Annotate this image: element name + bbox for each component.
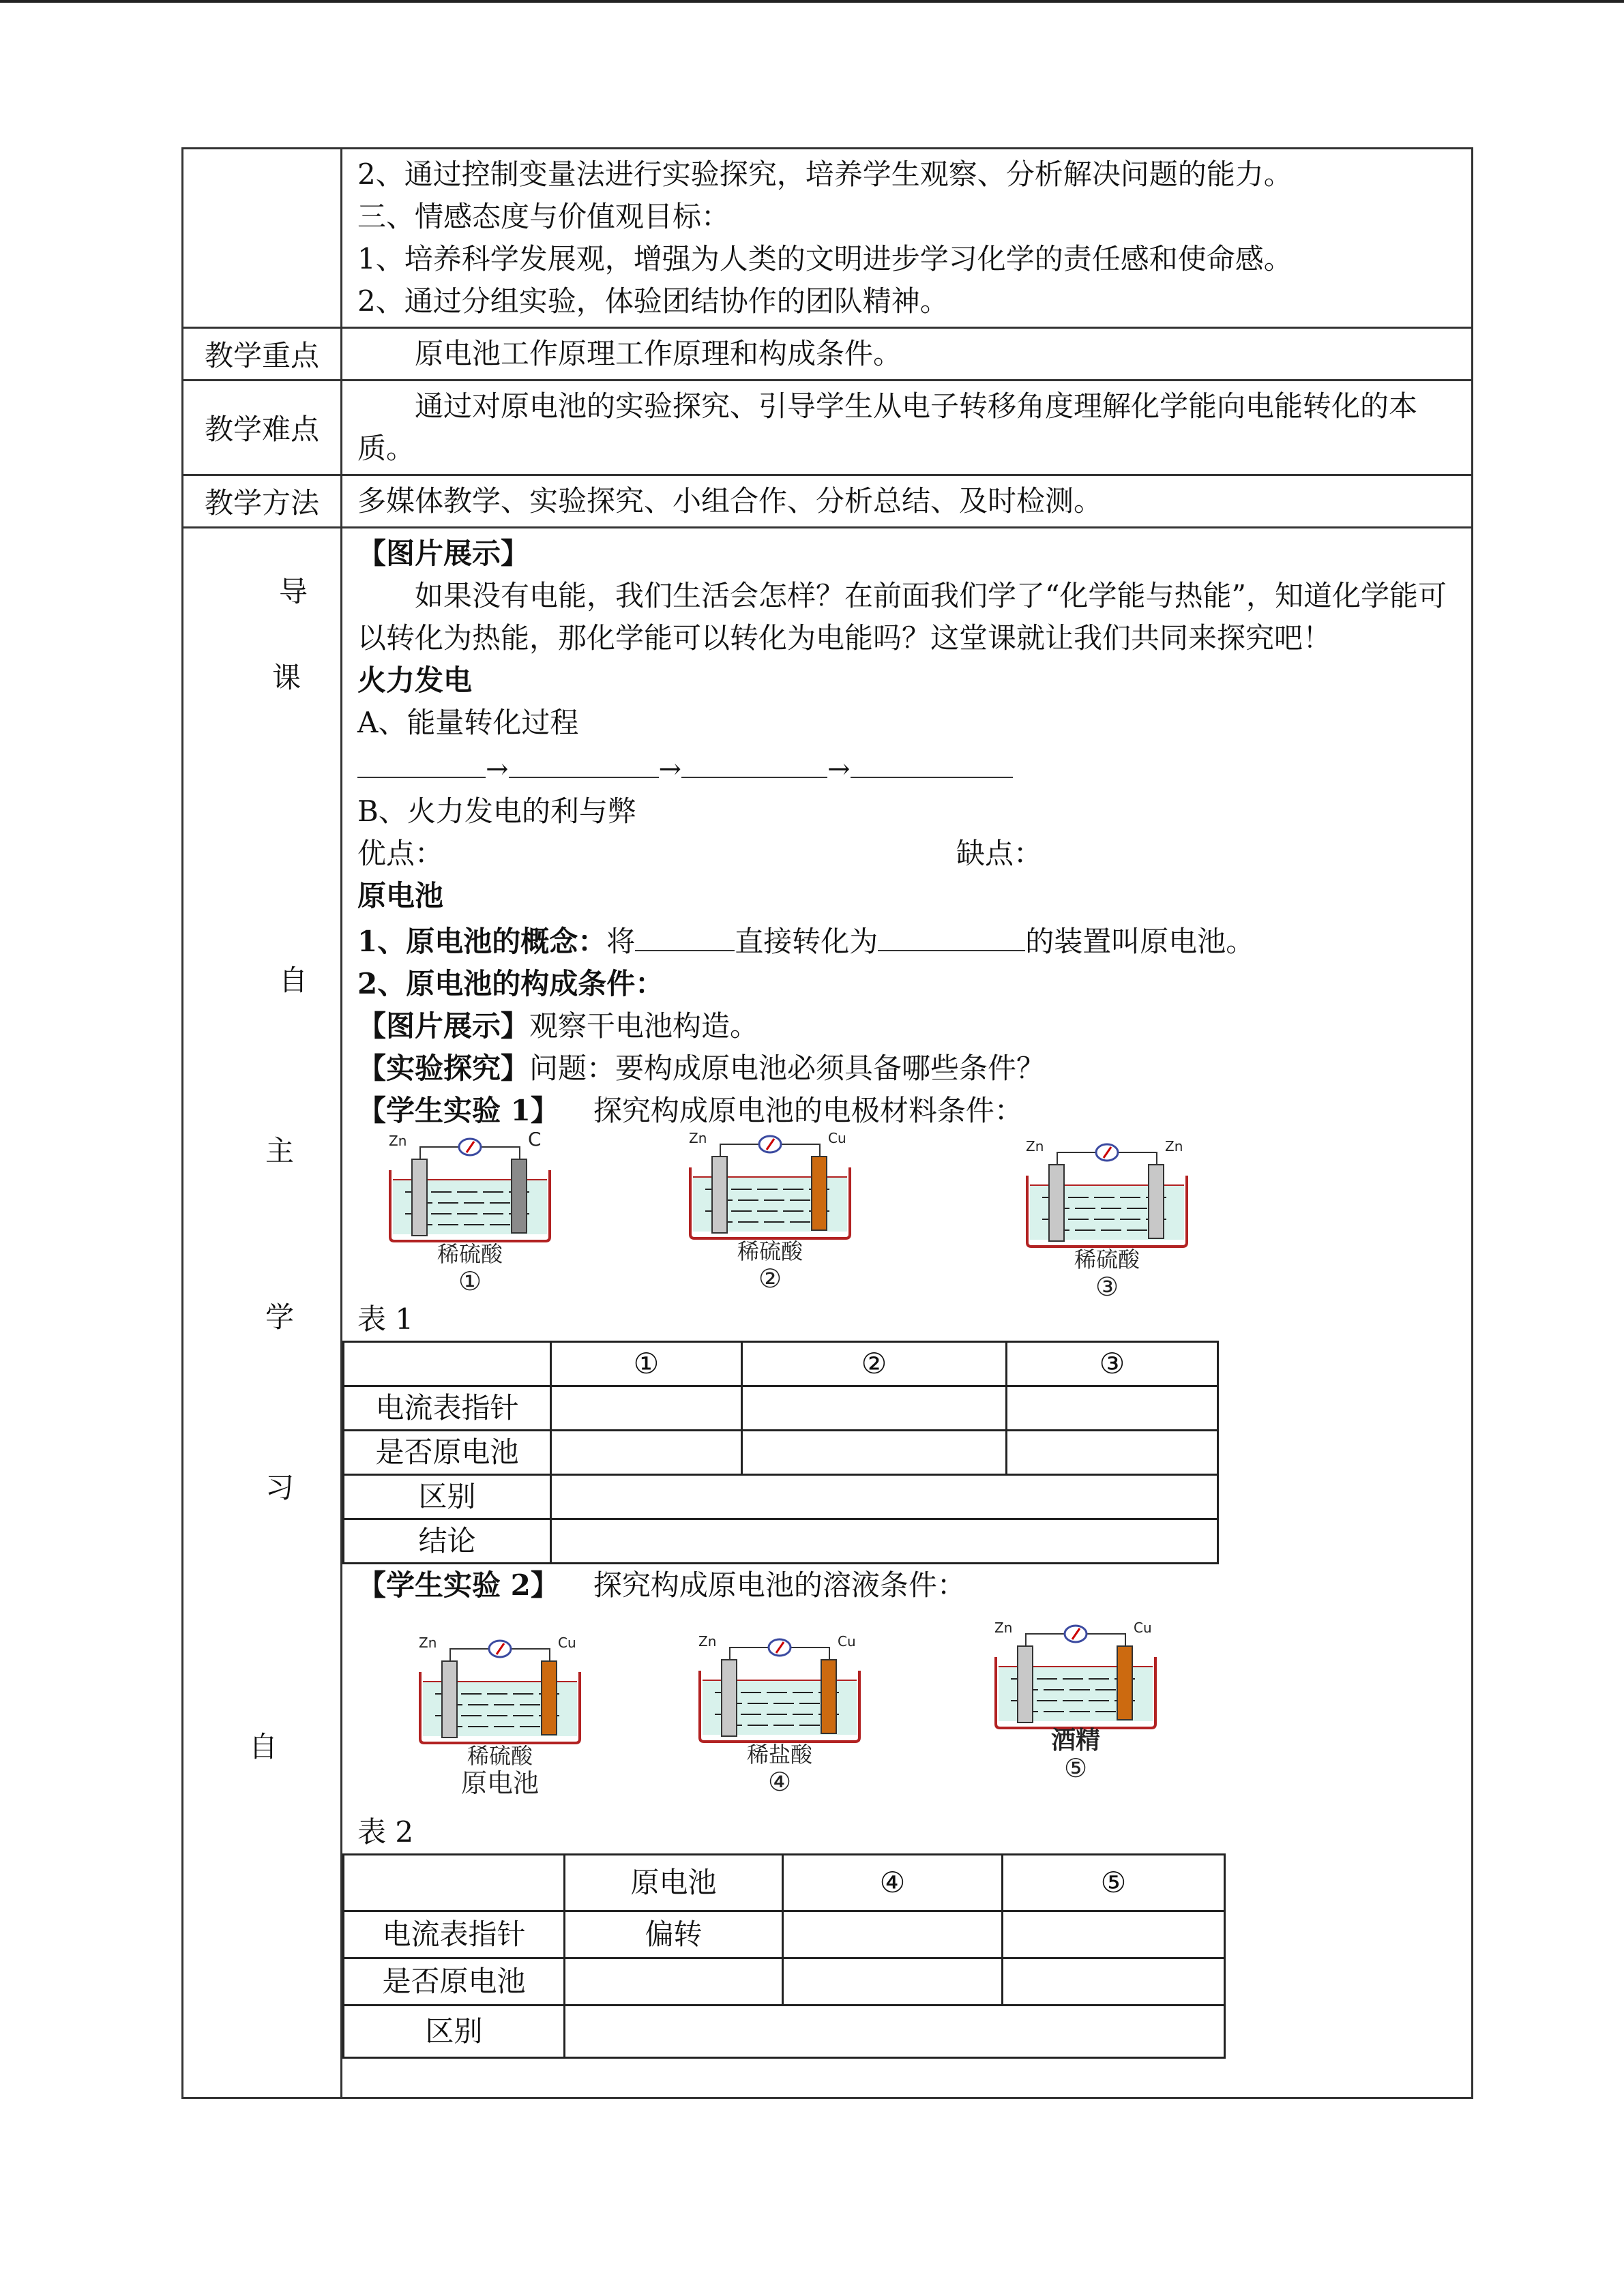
exp-text: 问题：要构成原电池必须具备哪些条件？: [529, 1052, 1046, 1085]
pic-label: 【图片展示】: [357, 1009, 530, 1043]
figure-caption: ③: [1095, 1272, 1119, 1301]
exp1-label: 【学生实验 1】: [357, 1094, 559, 1127]
cell-figure: [685, 1129, 855, 1293]
energy-process: A、能量转化过程: [357, 706, 579, 739]
pros-label: 优点：: [357, 837, 444, 870]
main-row: [183, 528, 1473, 2098]
cell-figure: [694, 1632, 865, 1796]
solution-label: 稀硫酸: [737, 1238, 803, 1264]
blank[interactable]: [635, 917, 735, 951]
table-row: [344, 1475, 1218, 1519]
table-cell[interactable]: [551, 1519, 1218, 1564]
table-row: [344, 1958, 1225, 2006]
table-cell[interactable]: [742, 1386, 1007, 1431]
table1: [342, 1341, 1219, 1564]
table-header: ①: [551, 1342, 742, 1386]
solution-label: 稀硫酸: [1074, 1247, 1140, 1272]
concept-text: 直接转化为: [735, 925, 879, 958]
table-cell[interactable]: [551, 1431, 742, 1475]
arrow-icon: →: [486, 754, 509, 785]
table-header: ②: [742, 1342, 1007, 1386]
side-char: 学: [265, 1300, 295, 1334]
table-header: 原电池: [565, 1855, 783, 1911]
cell-svg: [694, 1632, 865, 1796]
exp-line: [357, 1047, 1464, 1090]
table-cell[interactable]: [742, 1431, 1007, 1475]
table-row: [344, 2006, 1225, 2058]
exp2-text: 探究构成原电池的溶液条件：: [593, 1568, 966, 1602]
exp1-figures: [357, 1130, 1464, 1301]
row-label: 区别: [344, 1475, 551, 1519]
side-char: 自: [249, 1730, 278, 1763]
side-char: 习: [265, 1471, 295, 1504]
method-row: [183, 475, 1473, 528]
table-cell: [344, 1342, 551, 1386]
table-cell[interactable]: [783, 1911, 1003, 1958]
cell-figure: [385, 1132, 555, 1296]
row-label: 是否原电池: [344, 1958, 565, 2006]
left-electrode: [712, 1157, 727, 1233]
solution-label: 稀盐酸: [746, 1742, 813, 1768]
solution-label: 稀硫酸: [437, 1241, 503, 1267]
left-electrode-label: Zn: [389, 1133, 407, 1149]
left-electrode-label: Zn: [419, 1635, 437, 1651]
cell-figure: [1022, 1137, 1192, 1301]
right-electrode-label: Cu: [838, 1633, 856, 1650]
table-cell: [344, 1855, 565, 1911]
concept-line: [357, 917, 1464, 963]
table-row: [344, 1911, 1225, 1958]
cell-svg: [990, 1619, 1161, 1783]
table-row: [344, 1342, 1218, 1386]
row-label: 电流表指针: [344, 1911, 565, 1958]
left-electrode: [442, 1661, 457, 1738]
difficulty-label: 教学难点: [183, 381, 342, 475]
left-electrode-label: Zn: [698, 1633, 717, 1650]
right-electrode: [1149, 1165, 1164, 1238]
key-point-text: 原电池工作原理工作原理和构成条件。: [415, 337, 902, 370]
table-cell[interactable]: [1003, 1958, 1225, 2006]
side-char: 主: [265, 1134, 295, 1167]
exp2-label: 【学生实验 2】: [357, 1568, 559, 1602]
conditions-label: 2、原电池的构成条件：: [357, 967, 664, 1000]
objectives-row: [183, 149, 1473, 328]
objective-line: 1、培养科学发展观，增强为人类的文明进步学习化学的责任感和使命感。: [357, 242, 1293, 275]
table-row: [344, 1519, 1218, 1564]
intro-paragraph: 如果没有电能，我们生活会怎样？在前面我们学了“化学能与热能”，知道化学能可以转化为热能，那化学能可以转化为电能吗？这堂课就让我们共同来探究吧！: [357, 579, 1447, 655]
right-electrode-label: Cu: [558, 1635, 576, 1651]
right-electrode-label: Zn: [1165, 1138, 1183, 1154]
left-electrode: [412, 1159, 427, 1236]
difficulty-row: [183, 381, 1473, 475]
exp1-line: [357, 1090, 1464, 1132]
table-cell[interactable]: [1007, 1431, 1218, 1475]
table2-caption: 表 2: [357, 1815, 414, 1849]
objectives-label-cell: [183, 149, 342, 328]
solution-label: 稀硫酸: [467, 1743, 533, 1769]
arrow-icon: →: [827, 754, 851, 785]
method-label: 教学方法: [183, 475, 342, 528]
exp1-text: 探究构成原电池的电极材料条件：: [593, 1094, 1023, 1127]
left-electrode: [1049, 1165, 1064, 1241]
concept-text: 的装置叫原电池。: [1025, 925, 1255, 958]
right-electrode: [512, 1159, 527, 1233]
left-electrode-label: Zn: [689, 1130, 707, 1146]
table-cell[interactable]: [1007, 1386, 1218, 1431]
table-header: ③: [1007, 1342, 1218, 1386]
method-content: [342, 475, 1473, 528]
cell-figure: [415, 1634, 585, 1798]
right-electrode: [1117, 1646, 1132, 1720]
cell-svg: [385, 1132, 555, 1296]
blank[interactable]: [357, 744, 486, 778]
figure-caption: ②: [758, 1264, 782, 1293]
thermal-title: 火力发电: [357, 664, 473, 697]
right-electrode-label: Cu: [1134, 1620, 1152, 1636]
right-electrode: [812, 1157, 827, 1230]
blank[interactable]: [878, 917, 1025, 951]
energy-blanks: [357, 744, 1464, 790]
figure-caption: ④: [767, 1767, 792, 1796]
table-header: ⑤: [1003, 1855, 1225, 1911]
method-text: 多媒体教学、实验探究、小组合作、分析总结、及时检测。: [357, 484, 1103, 518]
row-label: 结论: [344, 1519, 551, 1564]
objective-line: 三、情感态度与价值观目标：: [357, 200, 730, 233]
top-border-line: [0, 0, 1624, 3]
table-cell: 偏转: [565, 1911, 783, 1958]
right-electrode-label: C: [528, 1132, 542, 1150]
figure-caption: ⑤: [1063, 1753, 1088, 1783]
left-electrode: [1018, 1646, 1033, 1723]
table-cell[interactable]: [783, 1958, 1003, 2006]
figure-caption: ①: [458, 1266, 482, 1296]
side-label-cell: [183, 528, 342, 2098]
objective-line: 2、通过分组实验，体验团结协作的团队精神。: [357, 284, 949, 318]
main-content: [342, 528, 1473, 2098]
key-point-content: [342, 328, 1473, 381]
objective-line: 2、通过控制变量法进行实验探究，培养学生观察、分析解决问题的能力。: [357, 158, 1293, 191]
side-char: 课: [272, 661, 301, 694]
table-row: [344, 1431, 1218, 1475]
table-row: [344, 1386, 1218, 1431]
cell-svg: [415, 1634, 585, 1798]
cell-svg: [1022, 1137, 1192, 1301]
right-electrode: [821, 1660, 836, 1733]
objectives-content: [342, 149, 1473, 328]
battery-title: 原电池: [357, 879, 444, 912]
row-label: 区别: [344, 2006, 565, 2058]
pros-cons-line: [357, 833, 1464, 875]
concept-text: 将: [606, 925, 636, 958]
pic-heading: 【图片展示】: [357, 537, 530, 570]
row-label: 电流表指针: [344, 1386, 551, 1431]
key-point-row: [183, 328, 1473, 381]
pic-text: 观察干电池构造。: [529, 1009, 759, 1043]
exp-label: 【实验探究】: [357, 1052, 530, 1085]
left-electrode: [722, 1660, 737, 1736]
table-cell[interactable]: [565, 2006, 1225, 2058]
arrow-icon: →: [658, 754, 682, 785]
right-electrode: [542, 1661, 557, 1735]
difficulty-text: 通过对原电池的实验探究、引导学生从电子转移角度理解化学能向电能转化的本质。: [357, 389, 1418, 465]
table2: [342, 1853, 1226, 2059]
table-cell[interactable]: [565, 1958, 783, 2006]
table1-caption: 表 1: [357, 1302, 414, 1336]
table-cell[interactable]: [1003, 1911, 1225, 1958]
blank[interactable]: [851, 744, 1013, 778]
cell-figure: [990, 1619, 1161, 1783]
table-cell[interactable]: [551, 1386, 742, 1431]
exp2-figures: [357, 1607, 1464, 1811]
table-cell[interactable]: [551, 1475, 1218, 1519]
table-row: [344, 1855, 1225, 1911]
solution-label: 酒精: [1050, 1727, 1101, 1755]
difficulty-content: [342, 381, 1473, 475]
side-char: 导: [279, 575, 308, 608]
key-point-label: 教学重点: [183, 328, 342, 381]
pic-line: [357, 1005, 1464, 1047]
left-electrode-label: Zn: [1026, 1138, 1044, 1154]
cons-label: 缺点：: [956, 837, 1043, 870]
side-char: 自: [279, 964, 308, 997]
concept-label: 1、原电池的概念：: [357, 925, 607, 958]
blank[interactable]: [509, 744, 659, 778]
row-label: 是否原电池: [344, 1431, 551, 1475]
exp2-line: [357, 1564, 1464, 1607]
figure-caption: 原电池: [460, 1768, 540, 1798]
pros-cons: B、火力发电的利与弊: [357, 794, 636, 828]
lesson-plan-table: [181, 147, 1473, 2099]
cell-svg: [685, 1129, 855, 1293]
blank[interactable]: [681, 744, 827, 778]
left-electrode-label: Zn: [994, 1620, 1013, 1636]
right-electrode-label: Cu: [828, 1130, 846, 1146]
table-header: ④: [783, 1855, 1003, 1911]
